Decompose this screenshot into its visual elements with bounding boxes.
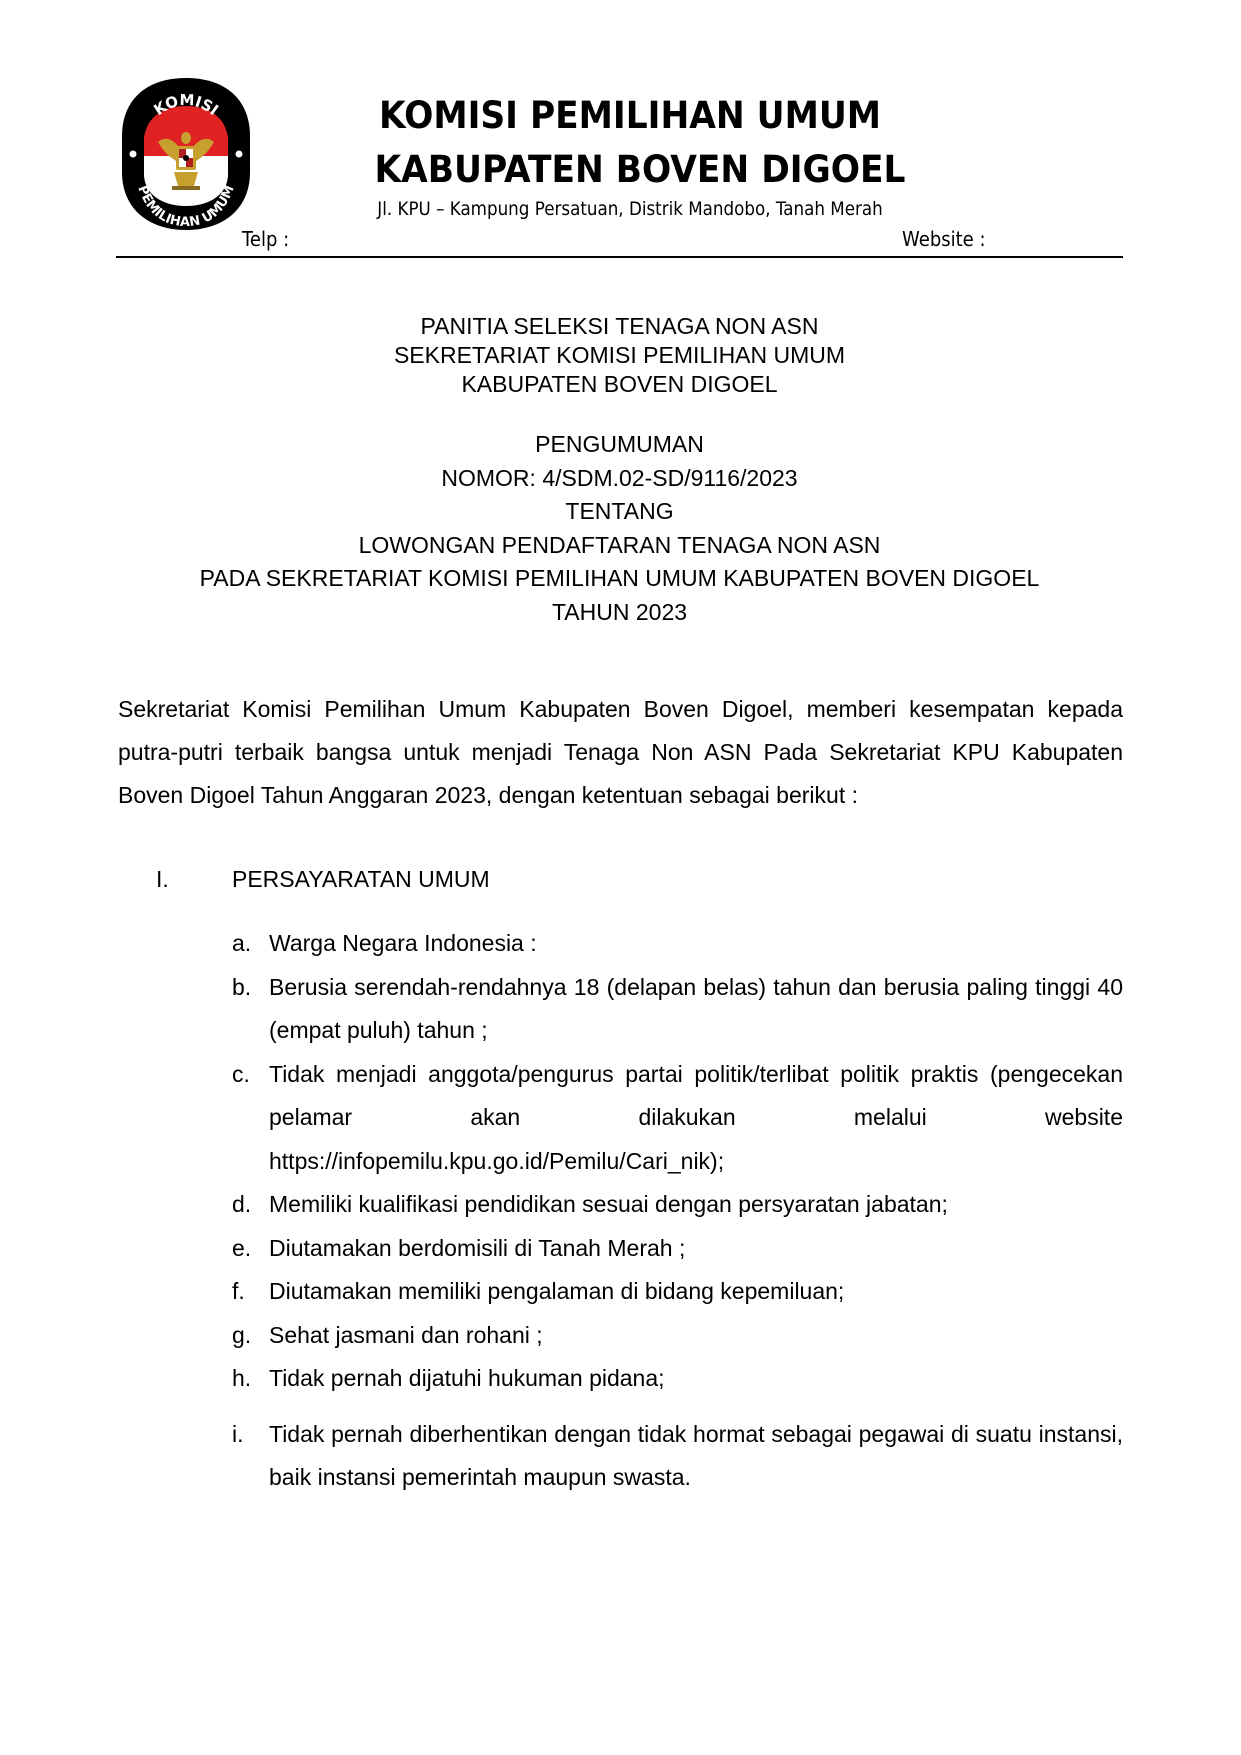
list-item <box>232 1270 1123 1314</box>
agency-title-line2: KABUPATEN BOVEN DIGOEL <box>374 148 906 191</box>
list-item <box>232 922 1123 966</box>
requirements-list <box>232 922 1123 1500</box>
website-label: Website : <box>902 227 986 251</box>
list-item <box>232 1183 1123 1227</box>
committee-heading <box>116 312 1123 399</box>
announcement-title: PENGUMUMAN <box>535 431 704 457</box>
list-item <box>232 1357 1123 1401</box>
committee-line3: KABUPATEN BOVEN DIGOEL <box>461 371 778 397</box>
list-marker: e. <box>232 1234 252 1261</box>
list-item-text: Warga Negara Indonesia : <box>269 930 537 956</box>
svg-text:KOMISI: KOMISI <box>150 90 222 120</box>
list-marker: a. <box>232 930 252 956</box>
announcement-about: TENTANG <box>565 498 674 524</box>
announcement-number: NOMOR: 4/SDM.02-SD/9116/2023 <box>441 464 798 491</box>
list-marker: f. <box>232 1278 245 1304</box>
announcement-subject-line1: LOWONGAN PENDAFTARAN TENAGA NON ASN <box>358 531 881 558</box>
committee-line1: PANITIA SELEKSI TENAGA NON ASN <box>420 313 819 339</box>
letterhead-divider <box>116 256 1123 258</box>
list-item <box>232 966 1123 1053</box>
list-item <box>232 1227 1123 1271</box>
committee-line2: SEKRETARIAT KOMISI PEMILIHAN UMUM <box>393 342 846 368</box>
list-item-text: Tidak menjadi anggota/pengurus partai politik/terlibat politik praktis (pengecekan pelamar akan dilakukan melalui website https://infopemilu.kpu.go.id/Pemilu/Cari_nik); <box>269 1060 1123 1174</box>
list-marker: g. <box>232 1321 252 1348</box>
list-marker: b. <box>232 973 252 1000</box>
list-item <box>232 1314 1123 1358</box>
announcement-subject-line2: PADA SEKRETARIAT KOMISI PEMILIHAN UMUM KABUPATEN BOVEN DIGOEL <box>199 565 1040 591</box>
list-item-text: Diutamakan memiliki pengalaman di bidang kepemiluan; <box>269 1278 845 1304</box>
list-item-text: Tidak pernah diberhentikan dengan tidak hormat sebagai pegawai di suatu instansi, baik instansi pemerintah maupun swasta. <box>269 1420 1123 1490</box>
agency-title-line1: KOMISI PEMILIHAN UMUM <box>378 94 882 137</box>
intro-paragraph: Sekretariat Komisi Pemilihan Umum Kabupaten Boven Digoel, memberi kesempatan kepada putra-putri terbaik bangsa untuk menjadi Tenaga Non ASN Pada Sekretariat KPU Kabupaten Boven Digoel Tahun Anggaran 2023, dengan ketentuan sebagai berikut : <box>118 696 1123 808</box>
list-item-text: Sehat jasmani dan rohani ; <box>269 1321 543 1348</box>
list-item <box>232 1413 1123 1500</box>
svg-text:PEMILIHAN UMUM: PEMILIHAN UMUM <box>134 183 238 231</box>
list-marker: c. <box>232 1060 250 1087</box>
list-item-text: Diutamakan berdomisili di Tanah Merah ; <box>269 1234 686 1261</box>
agency-address: Jl. KPU – Kampung Persatuan, Distrik Mandobo, Tanah Merah <box>377 198 883 220</box>
list-item <box>232 1053 1123 1184</box>
list-marker: i. <box>232 1420 244 1447</box>
list-item-text: Tidak pernah dijatuhi hukuman pidana; <box>269 1365 665 1391</box>
section-title: PERSAYARATAN UMUM <box>232 866 490 892</box>
kpu-logo-icon <box>118 76 254 232</box>
announcement-heading <box>116 428 1123 629</box>
announcement-year: TAHUN 2023 <box>551 598 688 625</box>
list-marker: d. <box>232 1191 252 1217</box>
list-item-text: Memiliki kualifikasi pendidikan sesuai dengan persyaratan jabatan; <box>269 1191 948 1217</box>
list-marker: h. <box>232 1365 252 1391</box>
section-number: I. <box>156 866 169 892</box>
telp-label: Telp : <box>242 227 290 251</box>
list-item-text: Berusia serendah-rendahnya 18 (delapan belas) tahun dan berusia paling tinggi 40 (empat puluh) tahun ; <box>269 973 1123 1043</box>
